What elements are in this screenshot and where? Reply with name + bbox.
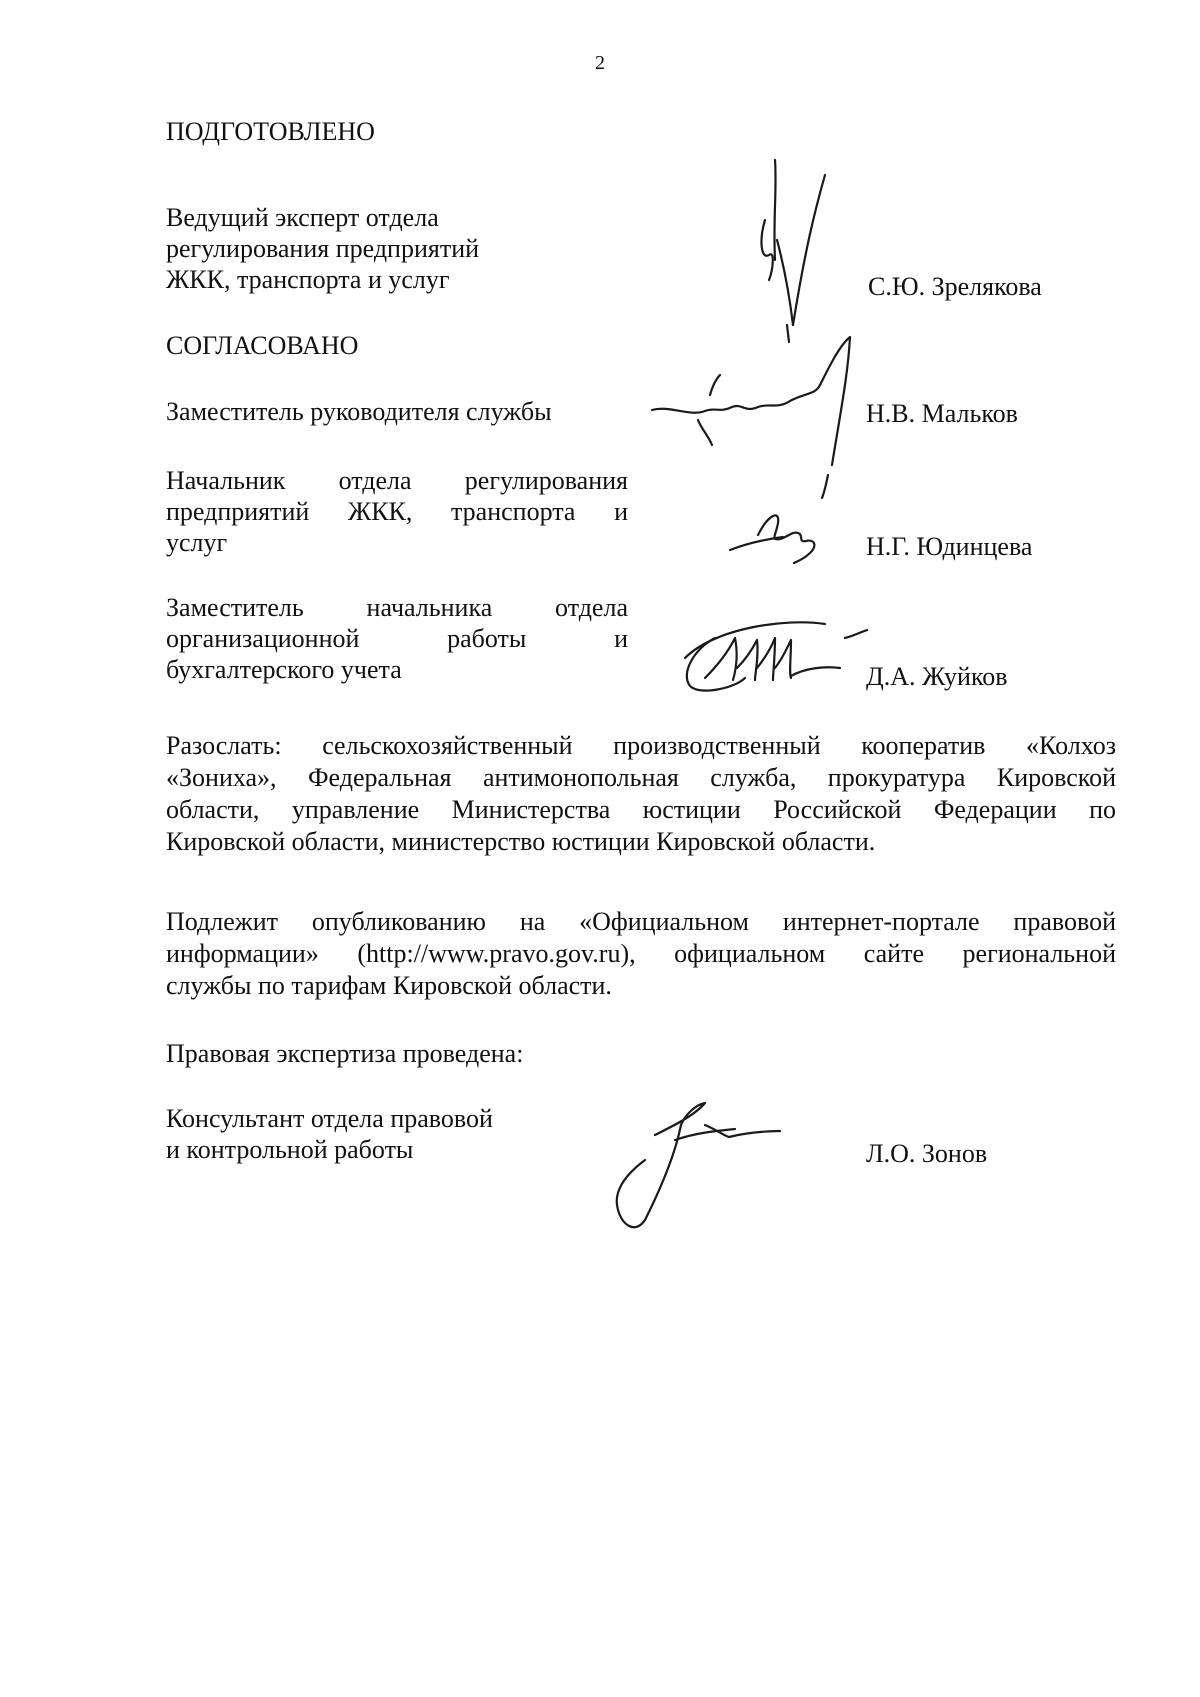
position-line: Ведущий эксперт отдела bbox=[166, 203, 439, 232]
legal-review-position bbox=[166, 1103, 493, 1165]
paragraph-line: службы по тарифам Кировской области. bbox=[166, 971, 612, 1000]
agreed-position-3 bbox=[166, 592, 628, 685]
agreed-name-1: Н.В. Мальков bbox=[866, 399, 1018, 428]
position-line: предприятий ЖКК, транспорта и bbox=[166, 497, 628, 526]
paragraph-line: области, управление Министерства юстиции Российской Федерации по bbox=[166, 795, 1116, 824]
paragraph-line: Кировской области, министерство юстиции Кировской области. bbox=[166, 827, 876, 856]
position-line: услуг bbox=[166, 528, 228, 557]
position-line: ЖКК, транспорта и услуг bbox=[166, 265, 450, 294]
agreed-position-2 bbox=[166, 465, 628, 558]
agreed-position-1 bbox=[166, 396, 552, 427]
position-line: Консультант отдела правовой bbox=[166, 1104, 493, 1133]
prepared-position bbox=[166, 202, 479, 295]
signature-yudintseva bbox=[728, 505, 828, 565]
paragraph-line: Подлежит опубликованию на «Официальном интернет-портале правовой bbox=[166, 907, 1116, 936]
position-line: бухгалтерского учета bbox=[166, 655, 402, 684]
publication-paragraph bbox=[166, 906, 1116, 1002]
paragraph-line: информации» (http://www.pravo.gov.ru), официальном сайте региональной bbox=[166, 939, 1116, 968]
signature-malkov bbox=[650, 335, 880, 500]
paragraph-line: «Зониха», Федеральная антимонопольная служба, прокуратура Кировской bbox=[166, 763, 1116, 792]
position-line: организационной работы и bbox=[166, 624, 628, 653]
prepared-name: С.Ю. Зрелякова bbox=[868, 272, 1042, 301]
prepared-heading: ПОДГОТОВЛЕНО bbox=[166, 117, 375, 146]
position-line: Заместитель начальника отдела bbox=[166, 593, 628, 622]
position-line: и контрольной работы bbox=[166, 1135, 414, 1164]
signature-zhuikov bbox=[675, 618, 885, 698]
legal-review-name: Л.О. Зонов bbox=[866, 1139, 988, 1168]
distribution-paragraph bbox=[166, 730, 1116, 858]
paragraph-line: Разослать: сельскохозяйственный производственный кооператив «Колхоз bbox=[166, 731, 1116, 760]
position-line: регулирования предприятий bbox=[166, 234, 480, 263]
agreed-name-3: Д.А. Жуйков bbox=[866, 662, 1008, 691]
agreed-name-2: Н.Г. Юдинцева bbox=[866, 532, 1033, 561]
agreed-heading: СОГЛАСОВАНО bbox=[166, 331, 359, 360]
signature-zrelyakova bbox=[735, 150, 835, 350]
position-line: Заместитель руководителя службы bbox=[166, 397, 552, 426]
position-line: Начальник отдела регулирования bbox=[166, 466, 628, 495]
legal-review-heading: Правовая экспертиза проведена: bbox=[166, 1039, 524, 1068]
page-number: 2 bbox=[595, 52, 605, 74]
signature-zonov bbox=[605, 1095, 795, 1235]
